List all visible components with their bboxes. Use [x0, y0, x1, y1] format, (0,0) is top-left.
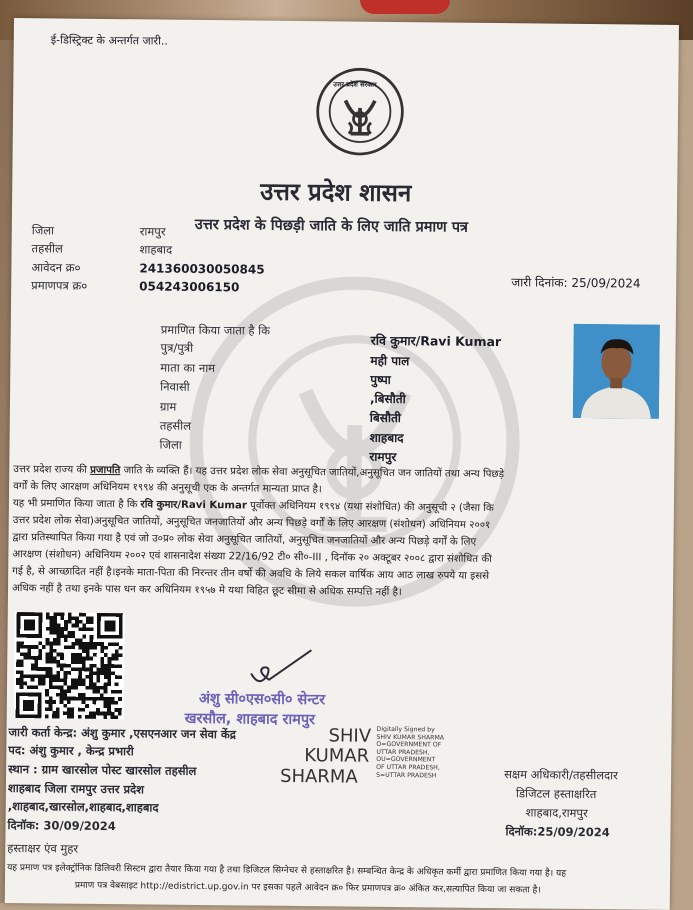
dsig-detail: OF UTTAR PRADESH, [376, 763, 440, 772]
para-line-6: आरक्षण (संशोधन) अधिनियम २००२ एवं शासनादेश संख्या 22/16/92 टी० सी०-III , दिनॉक २० अक्टूबर २००८ द्वारा संशोधित की [12, 549, 492, 566]
para-text: यह भी प्रमाणित किया जाता है कि [12, 498, 141, 511]
caste-name: प्रजापति [90, 464, 121, 477]
certificate-number-label: प्रमाणपत्र क्र० [31, 278, 88, 293]
mother-name: पुष्पा [370, 372, 391, 387]
child-of-label: पुत्र/पुत्री [160, 340, 194, 355]
tehsil-label: तहसील [31, 241, 63, 256]
csc-stamp-line-1: अंशु सी०एस०सी० सेन्टर [198, 690, 326, 709]
dsig-detail: UTTAR PRADESH, [376, 748, 430, 757]
dsig-name-2: KUMAR [304, 745, 370, 767]
district-label: जिला [31, 223, 55, 238]
issuer-center: जारी कर्ता केन्द्र: अंशु कुमार ,एसएनआर जन सेवा केंद्र [8, 724, 236, 742]
resident-value: ,बिसौती [369, 391, 406, 407]
para-line-8: अधिक नहीं है तथा इनके पास धन कर अधिनियम १९५७ मे यथा विहित छूट सीमा से अधिक सम्पत्ति नहीं है। [11, 583, 402, 599]
issuer-date: दिनॉक: 30/09/2024 [7, 817, 116, 834]
issuer-place-1: स्थान : ग्राम खारसोल पोस्ट खारसोल तहसील [8, 761, 197, 778]
issuer-post: पद: अंशु कुमार , केन्द्र प्रभारी [8, 742, 134, 759]
issuer-place-3: ,शाहबाद,खारसोल,शाहबाद,शाहबाद [7, 798, 159, 815]
issue-date: जारी दिनांक: 25/09/2024 [511, 275, 641, 291]
certificate-number: 054243006150 [139, 279, 240, 295]
authority-place: शाहबाद,रामपुर [525, 805, 588, 821]
certify-district-value: रामपुर [369, 449, 397, 465]
mother-label: माता का नाम [160, 360, 216, 376]
certificate-title: उत्तर प्रदेश शासन [260, 176, 412, 208]
tehsil-value: शाहबाद [139, 242, 173, 257]
applicant-photo [573, 324, 660, 419]
dsig-details [376, 726, 444, 780]
footer-line-1: यह प्रमाण पत्र इलेक्ट्रॉनिक डिलिवरी सिस्टम द्वारा तैयार किया गया है तथा डिजिटल सिग्नेचर से हस्ताक्षरित है। सम्बन्धित केन्द्र के अधिकृत कर्मी द्वारा प्रमाणित किया गया है। यह [7, 862, 567, 879]
village-label: ग्राम [159, 399, 177, 414]
authority-date: दिनॉक:25/09/2024 [505, 824, 610, 840]
para-line-4: उत्तर प्रदेश लोक सेवा)अनुसूचित जातियों, अनुसूचित जनजातियों और अन्य पिछड़े वर्गों के लिए आरक्षण (संशोधन) अधिनियम २००१ [12, 515, 491, 532]
para-line-7: गई है, से आच्छादित नहीं है।इनके माता-पिता की निरन्तर तीन वर्षो की अवधि के लिये सकल वार्षिक आय आठ लाख रुपये या इससे [12, 566, 490, 583]
issuer-signature-label: हस्ताक्षर एंव मुहर [7, 840, 79, 856]
csc-stamp-line-2: खरसौल, शाहबाद रामपुर [184, 710, 316, 729]
seal-text: उत्तर प्रदेश सरकार [333, 80, 377, 89]
para-line-5: द्वारा प्रतिस्थापित किया गया है एवं जो उ०प्र० लोक सेवा अनुसूचित जातियों, अनुसूचित जनजातियों और अन्य पिछड़े वर्गों के लिए [12, 532, 477, 548]
certify-district-label: जिला [159, 437, 182, 452]
dsig-detail: OU=GOVERNMENT [376, 756, 436, 764]
issuer-place-2: शाहबाद जिला रामपुर उत्तर प्रदेश [7, 780, 145, 797]
father-name: मही पाल [370, 353, 410, 369]
certify-tehsil-label: तहसील [159, 418, 192, 433]
dsig-detail: SHIV KUMAR SHARMA [376, 733, 445, 742]
para-applicant-name: रवि कुमार/Ravi Kumar [140, 499, 247, 512]
resident-label: निवासी [160, 379, 190, 394]
authority-digital: डिजिटल हस्ताक्षरित [515, 786, 597, 802]
dsig-name-1: SHIV [328, 725, 372, 747]
application-number: 241360030050845 [139, 261, 265, 277]
para-text: जाति के व्यक्ति हैं। यह उत्तर प्रदेश लोक सेवा अनुसूचित जातियों,अनुसूचित जन जातियों तथा अन्य पिछड़े [120, 465, 505, 481]
dsig-detail: Digitally Signed by [376, 725, 435, 734]
para-line-2: वर्गों के लिए आरक्षण अधिनियम १९९४ की अनुसूची एक के अन्तर्गत मान्यता प्राप्त है। [13, 481, 322, 496]
dsig-detail: S=UTTAR PRADESH [376, 771, 437, 780]
authority-title: सक्षम अधिकारी/तहसीलदार [504, 767, 618, 783]
certify-intro: प्रमाणित किया जाता है कि [160, 322, 271, 338]
signature-tick-icon [245, 645, 315, 694]
qr-code-icon[interactable] [14, 612, 125, 719]
village-value: बिसौती [369, 410, 402, 426]
para-text: पूर्वोक्त अधिनियम १९९४ (यथा संशोधित) की अनुसूची २ (जैसा कि [246, 500, 494, 515]
certify-tehsil-value: शाहबाद [369, 430, 404, 446]
certificate-subtitle: उत्तर प्रदेश के पिछड़ी जाति के लिए जाति प्रमाण पत्र [194, 215, 469, 236]
applicant-name: रवि कुमार/Ravi Kumar [370, 332, 502, 350]
dsig-name-3: SHARMA [279, 765, 358, 788]
certificate-paper [5, 18, 679, 910]
application-label: आवेदन क्र० [31, 260, 81, 275]
header-note: ई-डिस्ट्रिक्ट के अन्तर्गत जारी.. [50, 33, 168, 48]
footer-line-2: प्रमाण पत्र वेबसाइट http://edistrict.up.gov.in पर इसका पहले आवेदन क्र० फिर प्रमाणपत्र क्र० अंकित कर,सत्यापित किया जा सकता है। [74, 880, 541, 896]
district-value: रामपुर [139, 224, 166, 239]
para-text: उत्तर प्रदेश राज्य की [13, 464, 91, 476]
dsig-detail: O=GOVERNMENT OF [376, 741, 442, 749]
